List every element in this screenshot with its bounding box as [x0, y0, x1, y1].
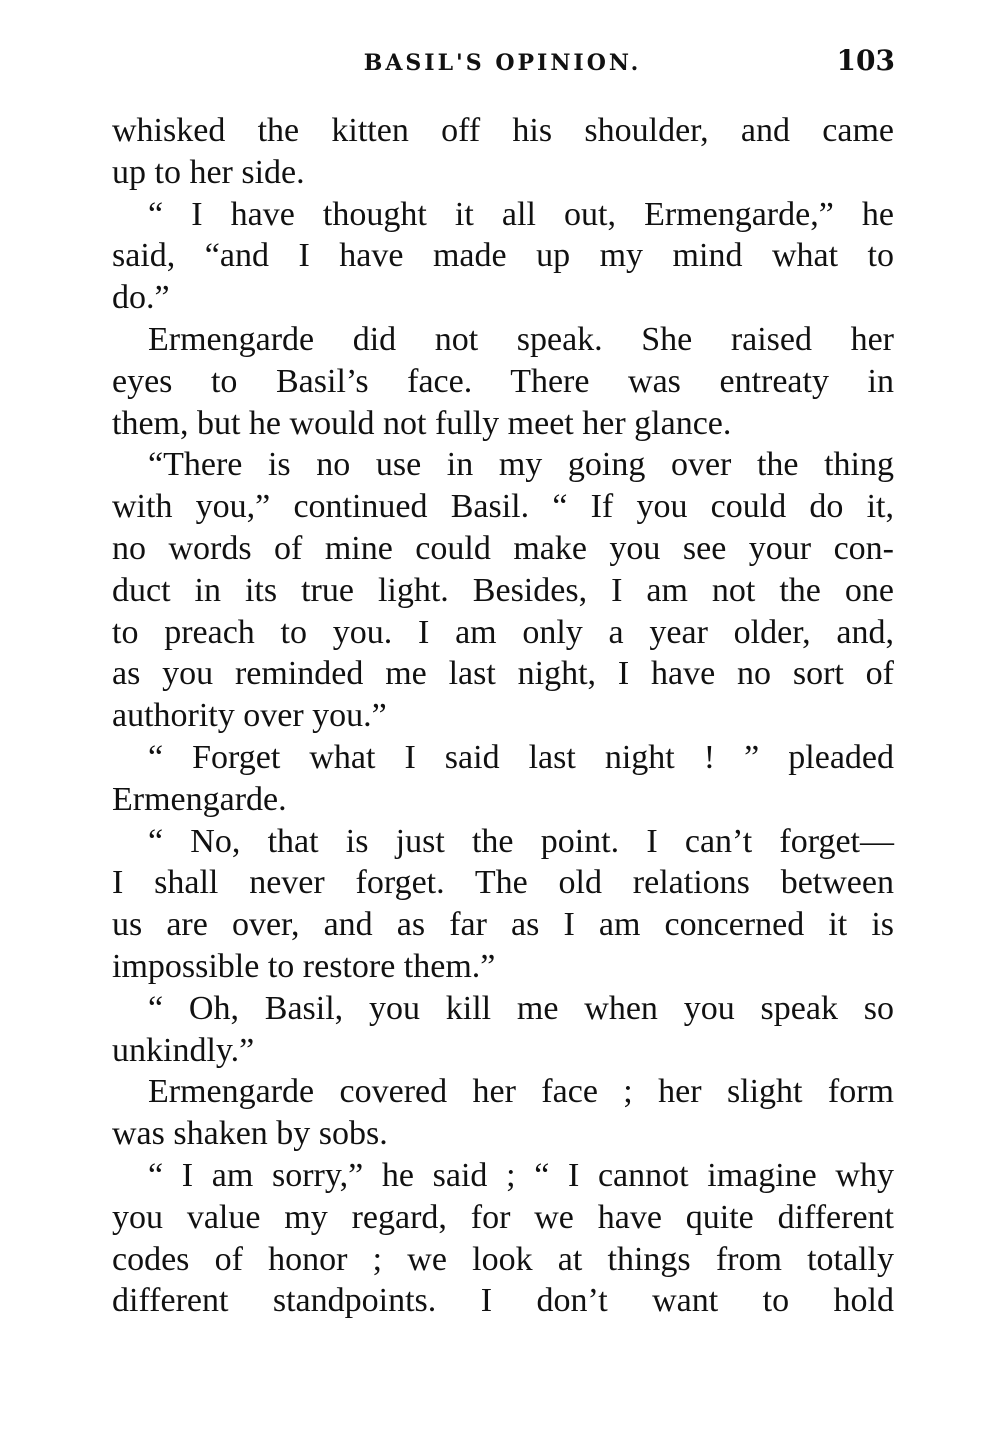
- text-line: “There is no use in my going over the thing: [148, 446, 894, 484]
- text-line: was shaken by sobs.: [112, 1115, 388, 1153]
- text-line: codes of honor ; we look at things from totally: [112, 1240, 894, 1278]
- text-line: impossible to restore them.”: [112, 947, 496, 985]
- text-line: Ermengarde covered her face ; her slight form: [148, 1073, 894, 1111]
- text-line: you value my regard, for we have quite different: [112, 1198, 894, 1236]
- text-line: different standpoints. I don’t want to hold: [112, 1282, 894, 1320]
- text-line: “ I am sorry,” he said ; “ I cannot imagine why: [148, 1156, 894, 1194]
- text-line: “ Forget what I said last night ! ” pleaded: [148, 738, 894, 776]
- text-line: “ No, that is just the point. I can’t forget—: [148, 822, 894, 860]
- page-number: 103: [836, 44, 895, 77]
- text-line: no words of mine could make you see your con-: [112, 529, 894, 567]
- text-line: do.”: [112, 279, 170, 317]
- text-line: eyes to Basil’s face. There was entreaty in: [112, 362, 894, 400]
- text-line: I shall never forget. The old relations between: [112, 864, 894, 902]
- text-line: Ermengarde.: [112, 780, 287, 818]
- text-line: said, “and I have made up my mind what to: [112, 237, 894, 275]
- running-title: BASIL'S OPINION.: [363, 50, 642, 76]
- text-line: to preach to you. I am only a year older, and,: [112, 613, 894, 651]
- text-line: Ermengarde did not speak. She raised her: [148, 320, 894, 358]
- text-line: authority over you.”: [112, 697, 387, 735]
- text-line: as you reminded me last night, I have no sort of: [112, 655, 894, 693]
- running-head: [110, 44, 895, 84]
- text-line: unkindly.”: [112, 1031, 255, 1069]
- body-text: [112, 110, 894, 1322]
- text-line: “ I have thought it all out, Ermengarde,” he: [148, 195, 894, 233]
- text-line: whisked the kitten off his shoulder, and came: [112, 112, 894, 149]
- text-line: them, but he would not fully meet her glance.: [112, 404, 732, 442]
- text-line: us are over, and as far as I am concerned it is: [112, 906, 894, 944]
- text-line: “ Oh, Basil, you kill me when you speak so: [148, 989, 894, 1027]
- text-line: with you,” continued Basil. “ If you could do it,: [112, 488, 894, 526]
- text-line: up to her side.: [112, 153, 305, 191]
- text-line: duct in its true light. Besides, I am not the one: [112, 571, 894, 609]
